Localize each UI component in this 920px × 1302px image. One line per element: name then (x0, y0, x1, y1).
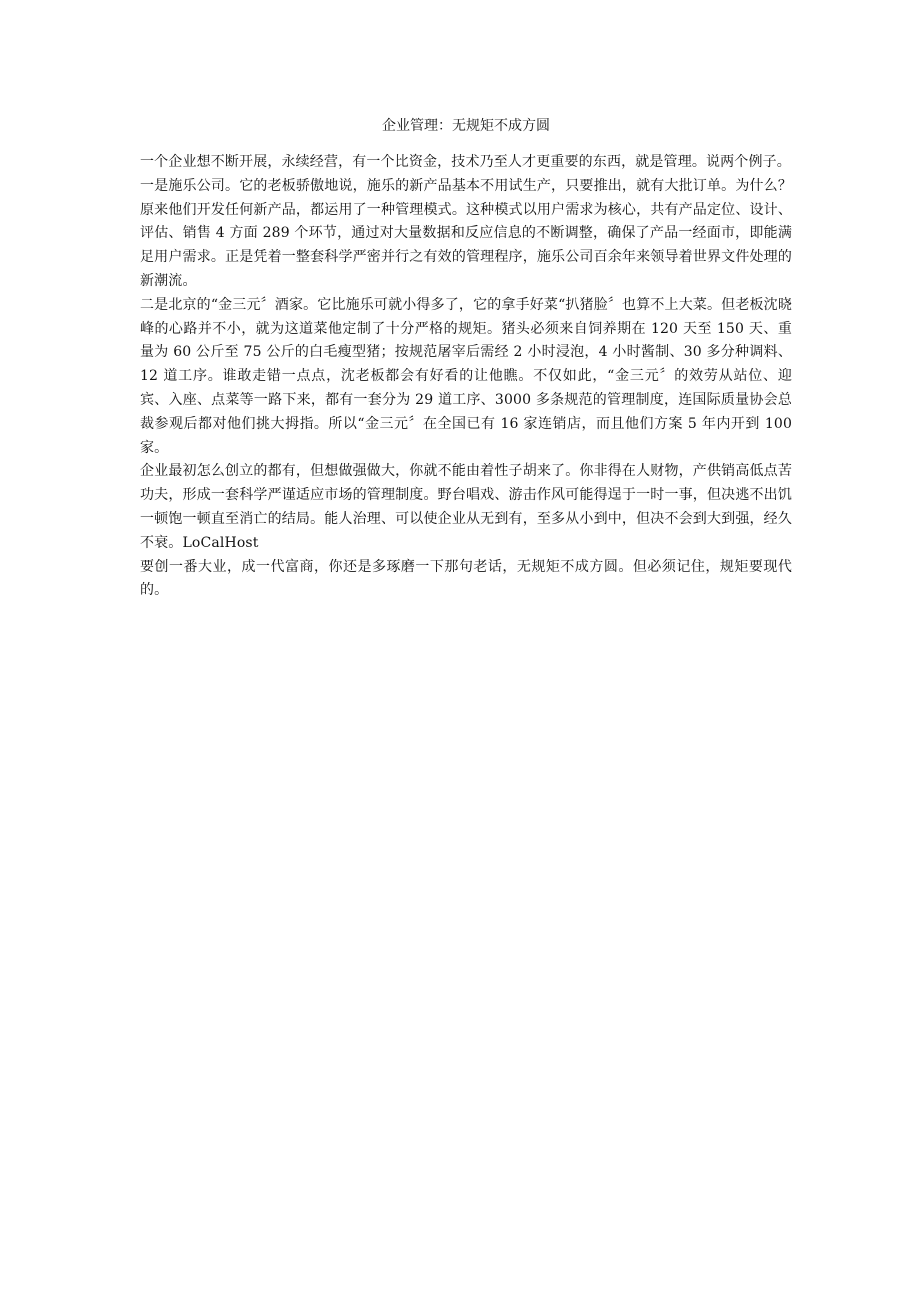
document-title: 企业管理：无规矩不成方圆 (382, 118, 550, 134)
paragraph-jinsanyuan: 二是北京的“金三元〞酒家。它比施乐可就小得多了，它的拿手好菜“扒猪脸〞也算不上大菜。但老板沈晓峰的心路并不小，就为这道菜他定制了十分严格的规矩。猪头必须来自饲养期在 120 天至 150 天、重量为 60 公斤至 75 公斤的白毛瘦型猪；按规范屠宰后需经 2 小时浸泡，4 小时酱制、30 多分种调料、12 道工序。谁敢走错一点点，沈老板都会有好看的让他瞧。不仅如此，“金三元〞的效劳从站位、迎宾、入座、点菜等一路下来，都有一套分为 29 道工序、3000 多条规范的管理制度，连国际质量协会总裁参观后都对他们挑大拇指。所以“金三元〞在全国已有 16 家连销店，而且他们方案 5 年内开到 100 家。 (140, 296, 792, 456)
paragraph-intro: 一个企业想不断开展，永续经营，有一个比资金，技术乃至人才更重要的东西，就是管理。说两个例子。 (140, 154, 791, 170)
paragraph-xerox: 一是施乐公司。它的老板骄傲地说，施乐的新产品基本不用试生产，只要推出，就有大批订单。为什么？原来他们开发任何新产品，都运用了一种管理模式。这种模式以用户需求为核心，共有产品定位、设计、评估、销售 4 方面 289 个环节，通过对大量数据和反应信息的不断调整，确保了产品一经面市，即能满足用户需求。正是凭着一整套科学严密并行之有效的管理程序，施乐公司百余年来领导着世界文件处理的新潮流。 (140, 177, 792, 289)
document-page (140, 113, 792, 603)
paragraph-management-system: 企业最初怎么创立的都有，但想做强做大，你就不能由着性子胡来了。你非得在人财物，产供销高低点苦功夫，形成一套科学严谨适应市场的管理制度。野台唱戏、游击作风可能得逞于一时一事，但决逃不出饥一顿饱一顿直至消亡的结局。能人治理、可以使企业从无到有，至多从小到中，但决不会到大到强，经久不衰。LoCalHost (140, 463, 792, 551)
paragraph-conclusion: 要创一番大业，成一代富商，你还是多琢磨一下那句老话，无规矩不成方圆。但必须记住，规矩要现代的。 (140, 558, 792, 599)
